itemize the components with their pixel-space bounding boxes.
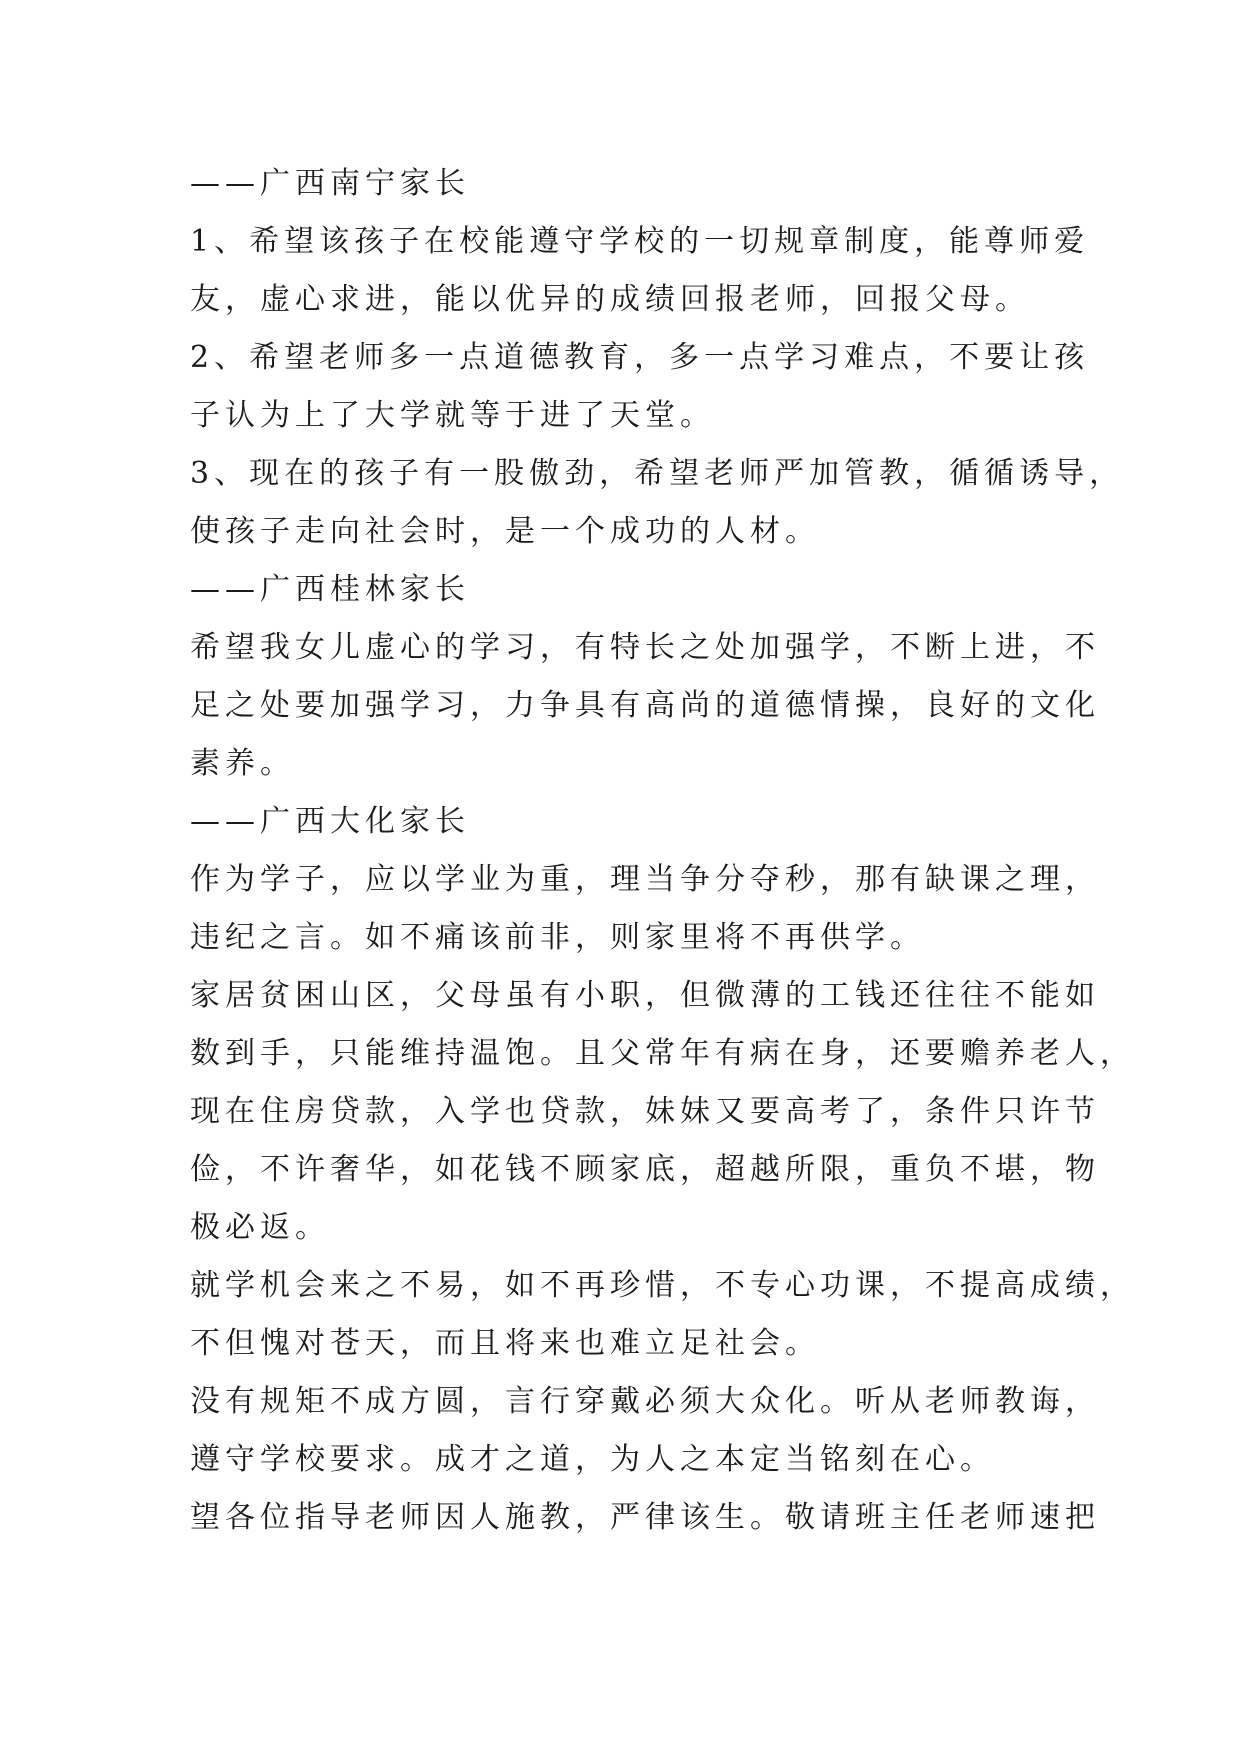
text-line: 家居贫困山区，父母虽有小职，但微薄的工钱还往往不能如 [190,978,1100,1013]
document-page [190,155,1135,1547]
text-line: 使孩子走向社会时，是一个成功的人材。 [190,514,820,549]
signature-line-nanning: ——广西南宁家长 [190,166,470,201]
text-line: 就学机会来之不易，如不再珍惜，不专心功课，不提高成绩， [190,1268,1135,1303]
text-line: 1、希望该孩子在校能遵守学校的一切规章制度，能尊师爱 [190,224,1090,259]
text-line: 违纪之言。如不痛该前非，则家里将不再供学。 [190,920,925,955]
text-line: 俭，不许奢华，如花钱不顾家底，超越所限，重负不堪，物 [190,1152,1100,1187]
signature-line-guilin: ——广西桂林家长 [190,572,470,607]
text-line: 2、希望老师多一点道德教育，多一点学习难点，不要让孩 [190,340,1090,375]
text-line: 遵守学校要求。成才之道，为人之本定当铭刻在心。 [190,1442,995,1477]
text-line: 望各位指导老师因人施教，严律该生。敬请班主任老师速把 [190,1500,1100,1535]
text-line: 希望我女儿虚心的学习，有特长之处加强学，不断上进，不 [190,630,1100,665]
text-line: 极必返。 [190,1210,330,1245]
text-line: 足之处要加强学习，力争具有高尚的道德情操，良好的文化 [190,688,1100,723]
text-line: 没有规矩不成方圆，言行穿戴必须大众化。听从老师教诲， [190,1384,1100,1419]
text-line: 现在住房贷款，入学也贷款，妹妹又要高考了，条件只许节 [190,1094,1100,1129]
text-line: 不但愧对苍天，而且将来也难立足社会。 [190,1326,820,1361]
signature-line-dahua: ——广西大化家长 [190,804,470,839]
text-line: 子认为上了大学就等于进了天堂。 [190,398,715,433]
text-line: 友，虚心求进，能以优异的成绩回报老师，回报父母。 [190,282,1030,317]
text-line: 素养。 [190,746,295,781]
text-line: 作为学子，应以学业为重，理当争分夺秒，那有缺课之理， [190,862,1100,897]
text-line: 数到手，只能维持温饱。且父常年有病在身，还要赡养老人， [190,1036,1135,1071]
text-line: 3、现在的孩子有一股傲劲，希望老师严加管教，循循诱导， [190,456,1125,491]
